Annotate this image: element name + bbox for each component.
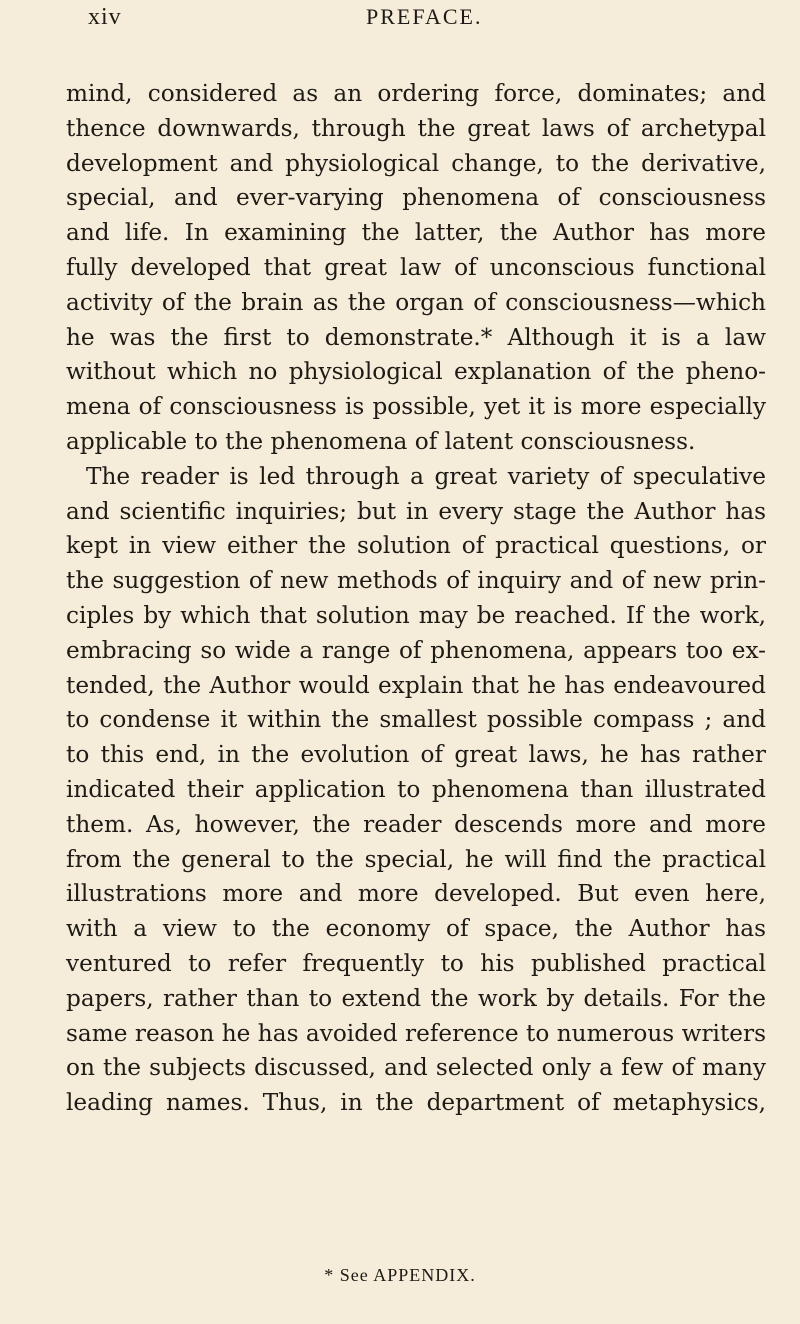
text-line: development and physiological change, to the derivative, xyxy=(66,149,766,177)
text-line: mena of consciousness is possible, yet it is more especially xyxy=(66,393,766,421)
text-line: same reason he has avoided reference to numerous writers xyxy=(66,1019,766,1047)
text-line: without which no physiological explanation of the pheno- xyxy=(66,358,766,386)
page-number: xiv xyxy=(88,4,122,30)
running-head xyxy=(0,4,800,44)
text-line: from the general to the special, he will find the practical xyxy=(66,845,766,873)
text-line: The reader is led through a great variety of speculative xyxy=(86,462,766,490)
text-line: thence downwards, through the great laws of archetypal xyxy=(66,114,766,142)
text-line: on the subjects discussed, and selected only a few of many xyxy=(66,1054,766,1082)
text-line: ciples by which that solution may be reached. If the work, xyxy=(66,601,766,629)
text-line: papers, rather than to extend the work by details. For the xyxy=(66,984,766,1012)
text-line: embracing so wide a range of phenomena, appears too ex- xyxy=(66,636,766,664)
body-text xyxy=(66,77,766,1121)
text-line: illustrations more and more developed. But even here, xyxy=(66,880,766,908)
text-line: activity of the brain as the organ of consciousness—which xyxy=(66,288,766,316)
text-line: indicated their application to phenomena than illustrated xyxy=(66,775,766,803)
text-line: to this end, in the evolution of great laws, he has rather xyxy=(66,741,766,769)
text-line: applicable to the phenomena of latent consciousness. xyxy=(66,427,696,455)
text-line: and life. In examining the latter, the Author has more xyxy=(66,219,766,247)
text-line: leading names. Thus, in the department of metaphysics, xyxy=(66,1089,766,1117)
text-line: to condense it within the smallest possible compass ; and xyxy=(66,706,766,734)
footnote: * See APPENDIX. xyxy=(324,1265,476,1285)
text-line: mind, considered as an ordering force, dominates; and xyxy=(66,80,766,107)
text-line: with a view to the economy of space, the Author has xyxy=(66,915,766,943)
text-line: he was the first to demonstrate.* Although it is a law xyxy=(66,323,766,351)
text-line: the suggestion of new methods of inquiry and of new prin- xyxy=(66,567,766,595)
text-line: and scientific inquiries; but in every stage the Author has xyxy=(66,497,766,525)
text-line: kept in view either the solution of practical questions, or xyxy=(66,532,766,560)
text-line: special, and ever-varying phenomena of consciousness xyxy=(66,184,766,212)
text-line: tended, the Author would explain that he has endeavoured xyxy=(66,671,766,699)
text-line: ventured to refer frequently to his published practical xyxy=(66,949,766,977)
text-line: them. As, however, the reader descends more and more xyxy=(66,810,766,838)
running-title: PREFACE. xyxy=(366,4,483,29)
text-line: fully developed that great law of unconscious functional xyxy=(66,253,766,281)
